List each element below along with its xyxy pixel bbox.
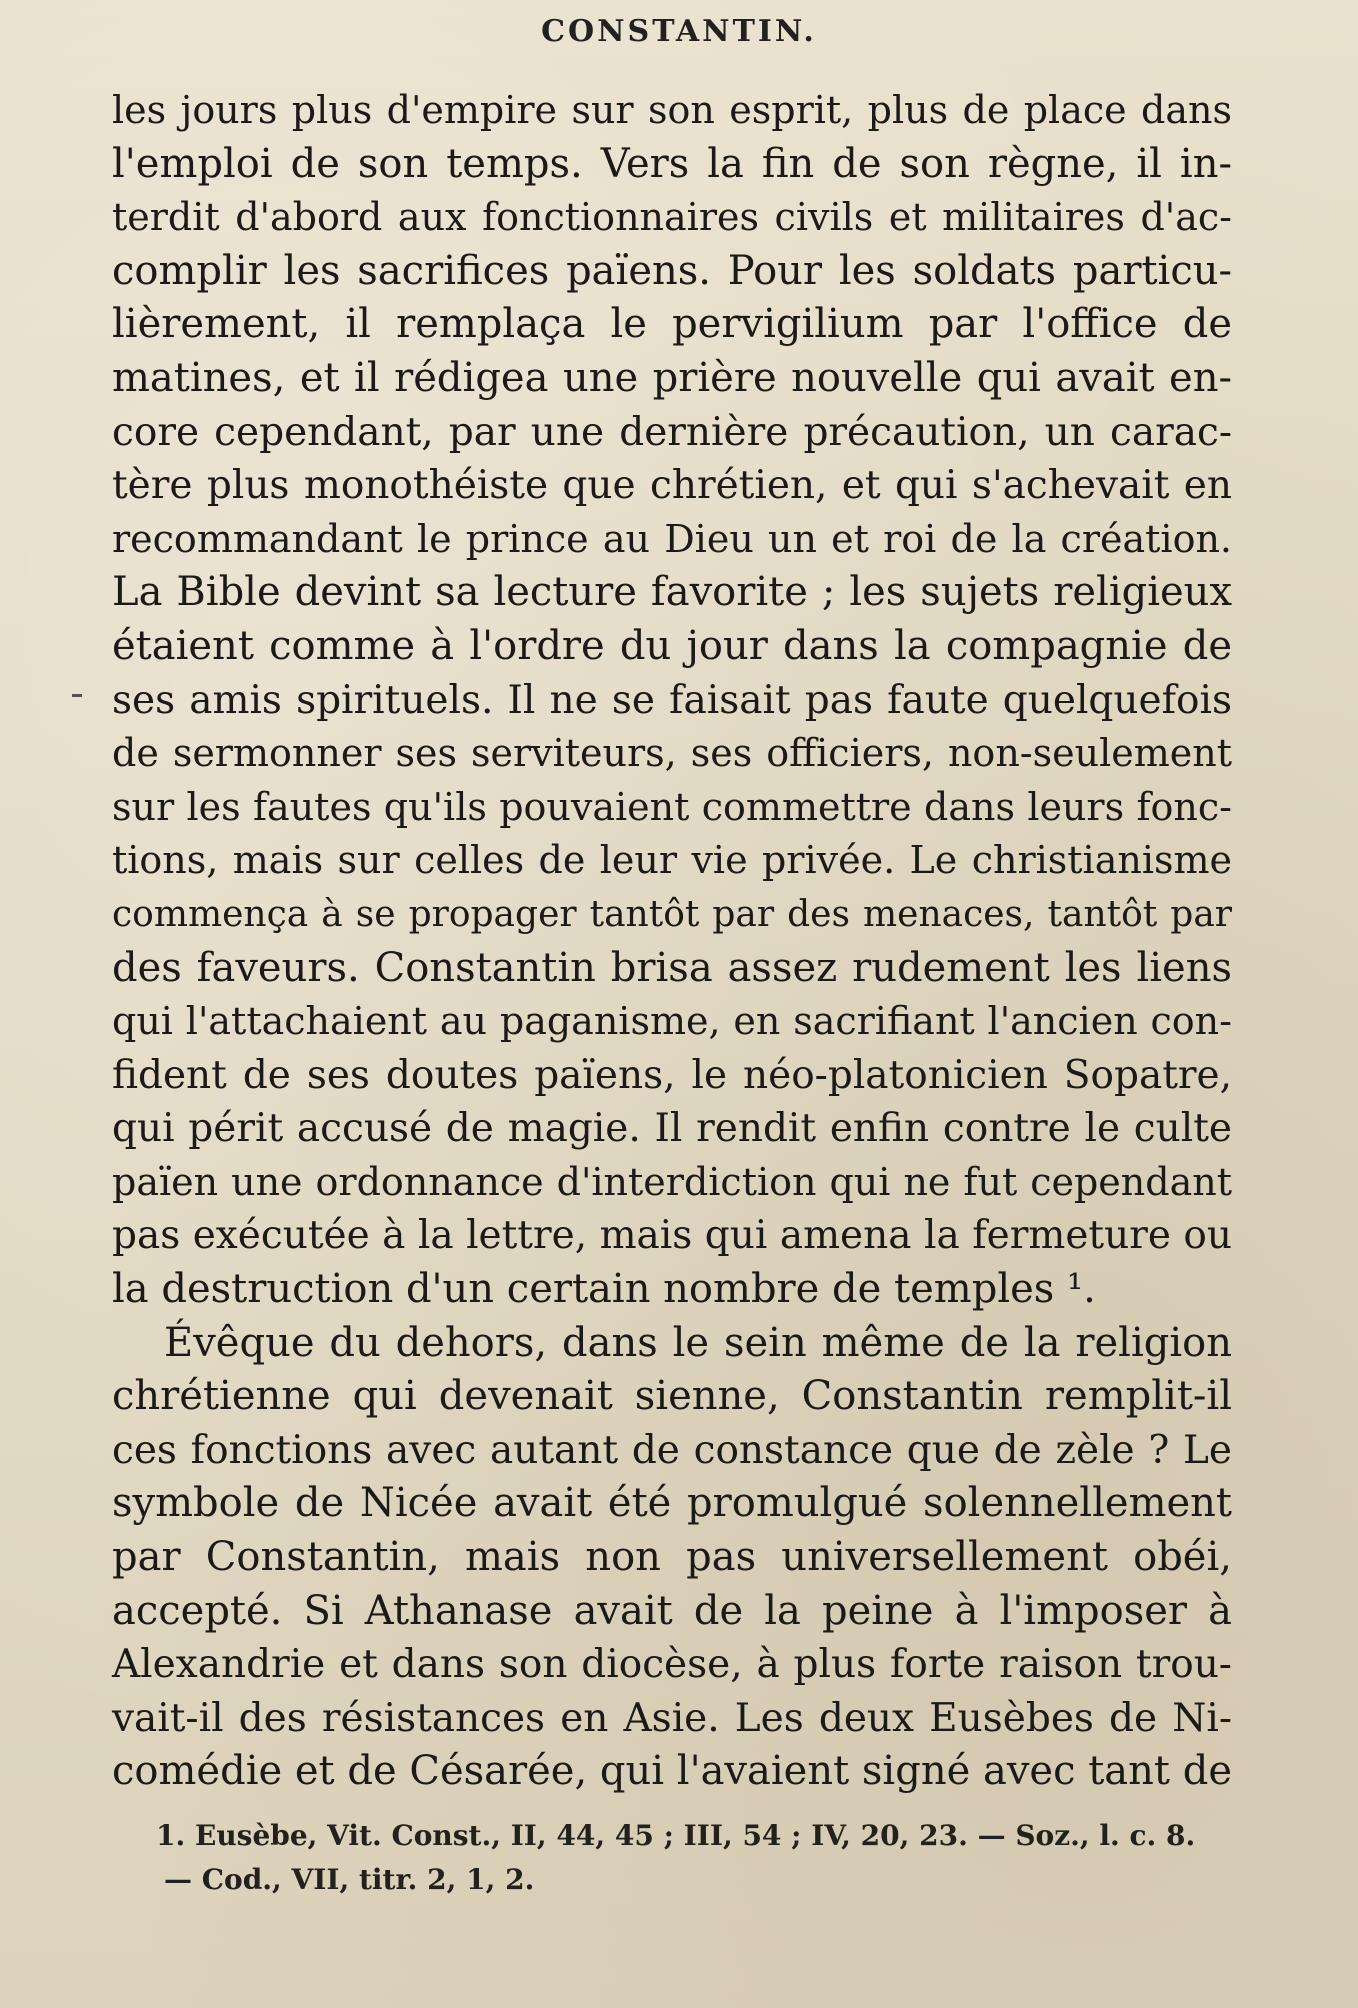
text-line: fident de ses doutes païens, le néo-platonicien Sopatre, bbox=[112, 1052, 1232, 1098]
text-line: vait-il des résistances en Asie. Les deux Eusèbes de Ni- bbox=[112, 1695, 1232, 1741]
text-line: complir les sacrifices païens. Pour les soldats particu- bbox=[112, 247, 1232, 294]
body-text bbox=[112, 84, 1232, 1799]
text-line: ses amis spirituels. Il ne se faisait pas faute quelquefois bbox=[112, 677, 1232, 723]
text-line: core cependant, par une dernière précaution, un carac- bbox=[112, 409, 1232, 455]
text-line: la destruction d'un certain nombre de temples ¹. bbox=[112, 1266, 1096, 1313]
text-line: commença à se propager tantôt par des menaces, tantôt par bbox=[112, 893, 1232, 935]
footnote-line: 1. Eusèbe, Vit. Const., II, 44, 45 ; III, 54 ; IV, 20, 23. — Soz., l. c. 8. bbox=[156, 1819, 1196, 1852]
text-line: symbole de Nicée avait été promulgué solennellement bbox=[112, 1480, 1232, 1527]
text-line: qui l'attachaient au paganisme, en sacrifiant l'ancien con- bbox=[112, 999, 1232, 1044]
footnotes bbox=[156, 1814, 1196, 1902]
text-line: accepté. Si Athanase avait de la peine à l'imposer à bbox=[112, 1587, 1232, 1634]
text-line: sur les fautes qu'ils pouvaient commettre dans leurs fonc- bbox=[112, 784, 1232, 829]
text-line: matines, et il rédigea une prière nouvelle qui avait en- bbox=[112, 354, 1232, 401]
text-line: lièrement, il remplaça le pervigilium par l'office de bbox=[112, 301, 1232, 348]
margin-mark bbox=[72, 694, 82, 697]
text-line: Alexandrie et dans son diocèse, à plus forte raison trou- bbox=[112, 1642, 1232, 1688]
text-line: terdit d'abord aux fonctionnaires civils et militaires d'ac- bbox=[112, 195, 1232, 240]
text-line: de sermonner ses serviteurs, ses officiers, non-seulement bbox=[112, 731, 1232, 776]
text-line: païen une ordonnance d'interdiction qui ne fut cependant bbox=[112, 1159, 1232, 1204]
text-line: les jours plus d'empire sur son esprit, plus de place dans bbox=[112, 88, 1232, 132]
running-head: CONSTANTIN. bbox=[541, 14, 817, 49]
text-line: Évêque du dehors, dans le sein même de la religion bbox=[164, 1319, 1232, 1366]
text-line: comédie et de Césarée, qui l'avaient signé avec tant de bbox=[112, 1748, 1232, 1795]
text-line: par Constantin, mais non pas universellement obéi, bbox=[112, 1534, 1232, 1581]
text-line: tions, mais sur celles de leur vie privée. Le christianisme bbox=[112, 838, 1232, 883]
text-line: étaient comme à l'ordre du jour dans la compagnie de bbox=[112, 622, 1232, 669]
text-line: tère plus monothéiste que chrétien, et qui s'achevait en bbox=[112, 463, 1232, 509]
text-line: recommandant le prince au Dieu un et roi de la création. bbox=[112, 516, 1232, 561]
text-line: pas exécutée à la lettre, mais qui amena la fermeture ou bbox=[112, 1213, 1232, 1259]
text-line: La Bible devint sa lecture favorite ; les sujets religieux bbox=[112, 569, 1232, 616]
text-line: chrétienne qui devenait sienne, Constantin remplit-il bbox=[112, 1373, 1232, 1420]
text-line: des faveurs. Constantin brisa assez rudement les liens bbox=[112, 944, 1232, 991]
footnote-line: — Cod., VII, titr. 2, 1, 2. bbox=[164, 1863, 535, 1896]
text-line: qui périt accusé de magie. Il rendit enfin contre le culte bbox=[112, 1106, 1232, 1152]
text-line: ces fonctions avec autant de constance que de zèle ? Le bbox=[112, 1427, 1232, 1473]
text-line: l'emploi de son temps. Vers la fin de son règne, il in- bbox=[112, 140, 1232, 187]
